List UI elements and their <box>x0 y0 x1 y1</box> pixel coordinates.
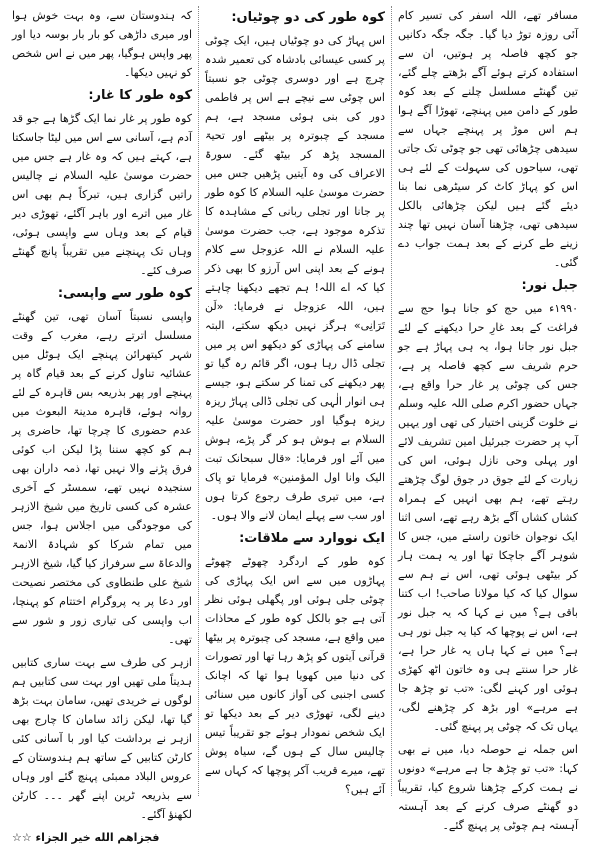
closing-line: فجزاهم الله خير الجزاء ☆☆ <box>12 831 160 844</box>
paragraph: مسافر تھے، اللہ اسفر کی تسیر کام آئی روزہ توڑ دیا گیا۔ جگہ جگہ دکانیں جو کچھ فاصلہ پر ہوتیں، ان سے استفادہ کرتے ہوئے آگے بڑھتے چلے گئے، تین گھنٹے مسلسل چلنے کے بعد کوہ طور کے دامن میں پہنچے، تھوڑا آگے ہوا ہم اس موڑ پر پہنچے جہاں سے سیدھی چڑھائی تھی جو چوٹی تک جاتی تھی، سیاحوں کی سہولت کے لئے ہی اس کو پہاڑ کاٹ کر سیٹرھی نما بنا دیئے گئے ہیں لیکن چڑھائی بالکل سیدھی تھی، چڑھنا آسان نہیں تھا چند زینے طے کرنے کے بعد ہمت جواب دے گئی۔ <box>398 9 578 269</box>
column-left <box>6 6 199 844</box>
section-heading: کوہ طور کی دو چوٹیاں: <box>231 10 385 25</box>
paragraph: کوہ طور کے اردگرد چھوٹے چھوٹے پہاڑوں میں سے اس ایک پہاڑی کی چوٹی جلی ہوئی اور پگھلی ہوئی نظر آتی ہے جو بالکل کوہ طور کے محاذات میں واقع ہے، مسجد کی چبوترہ پر بیٹھا قرآنی آیتوں کو پڑھ رہا تھا اور تصورات کی دنیا میں کھویا ہوا تھا کہ اچانک کسی اجنبی کی آواز کانوں میں سنائی دینے لگی، تھوڑی دیر کے بعد دیکھا تو ایک شخص نمودار ہوئے جو تقریباً تیس چالیس سال کے ہوں گے، سیاہ پوش تھے، میرے قریب آکر پوچھا کہ کہاں سے آئے ہیں؟ <box>205 555 385 796</box>
paragraph: اس جملہ نے حوصلہ دیا، میں نے بھی کہا: «تب تو چڑھ جا ہے مرہے» دونوں نے ہمت کرکے چڑھنا شروع کیا، تقریباً دو گھنٹے صرف کرنے کے بعد آہستہ آہستہ ہم چوٹی پر پہنچ گئے۔ <box>398 743 578 832</box>
section-heading: جبل نور: <box>521 278 578 293</box>
section-heading: کوہ طور سے واپسی: <box>57 286 192 301</box>
column-right <box>392 6 584 832</box>
section-heading: کوہ طور کا غار: <box>88 88 192 103</box>
paragraph: کوہ طور پر غار نما ایک گڑھا ہے جو قد آدم ہے، آسانی سے اس میں لیٹا جاسکتا ہے، کہتے ہیں کہ وہ غار ہے جس میں حضرت موسیٰ علیہ السلام نے چالیس راتیں گزاری ہیں، تبرکاً ہم بھی اس غار میں اترے اور باہر آگئے، تھوڑی دیر قیام کے بعد وہاں سے واپسی ہوئی، وہاں تک پہنچنے میں تقریباً پانچ گھنٹے صرف کئے۔ <box>12 112 192 277</box>
column-middle <box>199 6 392 796</box>
paragraph: واپسی نسبتاً آسان تھی، تین گھنٹے مسلسل اترتے رہے، مغرب کے وقت شہر کیتھرائن پہنچے ایک ہوٹل میں عشائیہ تناول کرنے کے بعد قیام گاہ پر پہنچے اور پھر بذریعہ بس قاہرہ کے لئے روانہ ہوئے، قاہرہ مدینۃ البعوث میں عدم حضوری کا چرچا تھا، حاضری پر ہم کو کچھ سننا پڑا لیکن اب کوئی فرق پڑنے والا نہیں تھا، ذمہ داران بھی سنجیدہ نہیں تھے، سمسٹر کے آخری عشرہ کی کسی تاریخ میں شیخ الازہر کی موجودگی میں اجلاس ہوا، جس میں تمام شرکا کو شہادۃ الانمۃ والدعاۃ سے سرفراز کیا گیا، شیخ الازہر شیخ علی طنطاوی کی مختصر نصیحت اور دعا پر یہ پروگرام اختتام کو پہنچا، اب واپسی کی تیاری زور و شور سے تھی۔ <box>12 310 192 646</box>
paragraph: کہ ہندوستان سے، وہ بہت خوش ہوا اور میری داڑھی کو بار بار بوسہ دیا اور پھر واپس ہوگیا، پھر میں نے اس شخص کو نہیں دیکھا۔ <box>12 9 192 79</box>
paragraph: ازہر کی طرف سے بہت ساری کتابیں ہدیتاً ملی تھیں اور بہت سی کتابیں ہم لوگوں نے خریدی تھیں، سامان بہت بڑھ گیا تھا، لیکن زائد سامان کا چارج بھی ازہر نے برداشت کیا اور با آسانی کئی کارٹن کتابیں کے ساتھ ہم ہندوستان کے عروس البلاد ممبئی پہنچ گئے اور وہاں سے بذریعہ ٹرین اپنے گھر ۔۔۔ کارٹن لکھنؤ آگئے۔ <box>12 656 192 821</box>
section-heading: ایک نووارد سے ملاقات: <box>239 531 385 546</box>
paragraph: اس پہاڑ کی دو چوٹیاں ہیں، ایک چوٹی پر کسی عیسائی بادشاہ کی تعمیر شدہ چرچ ہے اور دوسری چوٹی جو نسبتاً اس چوٹی سے نیچے ہے اس پر فاطمی دور کی بنی ہوئی مسجد ہے، ہم مسجد کے چبوترہ پر بیٹھے اور تحیۃ المسجد پڑھ کر بیٹھ گئے۔ سورۃ الاعراف کی وہ آیتیں پڑھیں جس میں حضرت موسیٰ علیہ السلام کا کوہ طور پر جانا اور تجلی ربانی کے مشاہدہ کا تذکرہ موجود ہے، جب حضرت موسیٰ علیہ السلام نے اللہ عزوجل سے کلام ہونے کے بعد اپنی اس آرزو کا بھی ذکر کیا کہ اے اللہ! ہم تجھے دیکھنا چاہتے ہیں، اللہ عزوجل نے فرمایا: «لَن تَرَانِی» ہرگز نہیں دیکھ سکتے، البتہ سامنے کی پہاڑی کو دیکھو اس پر میں تجلی ڈال رہا ہوں، اگر قائم رہ گیا تو پھر دیکھنے کی تمنا کر سکتے ہو، جیسے ہی انوار الٰہی کی تجلی ڈالی پہاڑ ریزہ ریزہ ہوگیا اور حضرت موسیٰ علیہ السلام بے ہوش ہو کر گر پڑے، ہوش میں آئے اور فرمایا: «قال سبحانک تبت الیک وانا اول المؤمنین» فرمایا تو پاک ہے، میں تیری طرف رجوع کرتا ہوں اور سب سے پہلے ایمان لانے والا ہوں۔ <box>205 34 385 522</box>
paragraph: ۱۹۹۰ء میں حج کو جانا ہوا حج سے فراغت کے بعد غارِ حرا دیکھنے کے لئے جبل نور جانا ہوا، یہ ہی پہاڑ ہے جو حرم شریف سے کچھ فاصلہ پر ہے، جس کی چوٹی پر غار حرا واقع ہے، جہاں حضور اکرم صلی اللہ علیہ وسلم نے خلوت گزینی اختیار کی تھی اور یہیں آپ پر حضرت جبرئیل امین تشریف لائے اور پہلی وحی نازل ہوئی، اس کی زیارت کے لئے جوق در جوق لوگ چڑھتے رہتے تھے، ہم بھی انہیں کے ہمراہ کشاں کشاں آگے بڑھ رہے تھے، اسی اثنا ایک نوجوان خاتون راستے میں، جس کا شوہر آگے جاچکا تھا اور یہ ہمت ہار کر بیٹھی ہوئی تھی، اس نے ہم سے سوال کیا کہ کیا مولانا صاحب! اب کتنا باقی ہے؟ میں نے کہا کہ یہ جبل نور ہے، اس نے پوچھا کہ کیا یہ جبل نور ہی ہے؟ میں نے کہا ہاں یہ غار حرا ہے، غار حرا سنتے ہی وہ خاتون اٹھ کھڑی ہوئی اور کہنے لگی: «تب تو چڑھ جا ہے مرہے» اور بڑھ کر چڑھنے لگی، یہاں تک کہ چوٹی پر پہنچ گئی۔ <box>398 302 578 733</box>
